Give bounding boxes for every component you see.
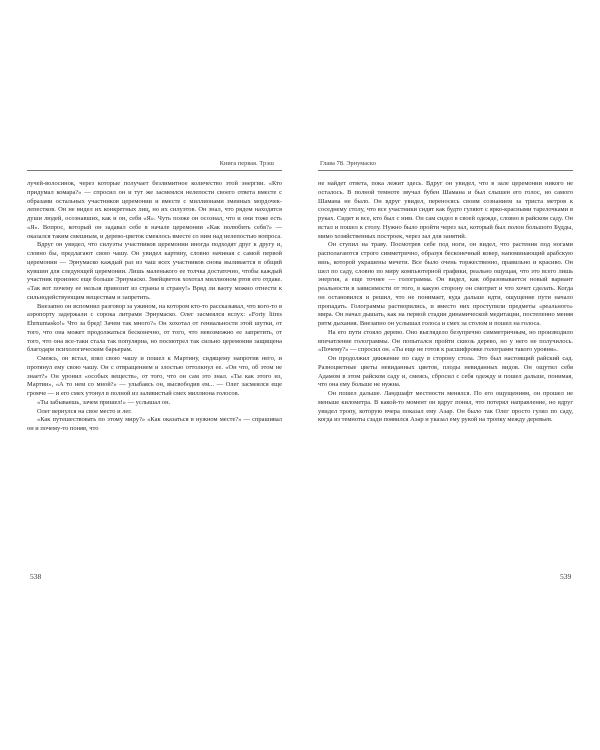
paragraph: Смеясь, он встал, взял свою чашу и пошел к Мартину, сидящему напротив него, и протянул ему свою чашу. Он с отвращением и злостью оттолкнул ее. «Он что, об этом не знает?» Он уронил «особых веществ», от того, что он сам это знал. «Ты как этого из, Мартин», «А то нем со мной?» — улыбаясь он, высвободив ем... — Олег засмеялся еще громче — и его смех утонул в полной из заливистый смех миллиона голосов. (27, 355, 282, 397)
right-header-text: Глава 78. Эрнумаско (320, 160, 376, 167)
left-header-text: Книга первая. Трэш (219, 160, 274, 167)
paragraph: Вдруг он увидел, что силуэты участников церемонии иногда подходят друг к другу и, словно бы, предлагают свою чашу. Он увидел картину, словно начиная с самой первой церемонии — Эрнумаско каждый раз из чаш всех участников снова выливается в общий кувшин для следующей церемонии. Лишь маленького ее толчка достаточно, чтобы каждый участник произнес еще больше Эрнумаско. Змейцветок хохотал миллионом ртов его отдаке. «Так вот почему ее нельзя привозит из страны в страну!» Вряд ли ваоту можно отнести к сильнодействующим веществам и запретить. (27, 241, 282, 301)
right-running-header (318, 160, 573, 172)
right-page-number: 539 (560, 572, 572, 581)
paragraph: Внезапно он вспомнил разговор за ужином, на котором кто-то рассказывал, что кого-то в аэропорту задержали с сорока литрами Эрнумаско. Олег засмеялся вслух: «Forty litres Ehrnumasko!» Что за бред! Зачем так много?» Он хохотал от гениальности этой шутки, от того, что она может продолжаться бесконечно, от того, что невозможно ее запретить, от того, что она все-таки стала так популярна, но посмотрел так сильно церемония защищена благодаря психологическим барьерам. (27, 302, 282, 354)
right-header-rule (318, 170, 573, 171)
paragraph: На его пути стояло дерево. Оно выглядело безупречно симметричным, но производило впечатление голограммы. Он попытался пройти сквозь дерево, но у него не получилось. «Почему?» — спросил он. «Ты еще не готов к расшифровке голограмм такого уровня». (318, 328, 573, 354)
left-body-text (27, 180, 282, 434)
paragraph: Он ступил на траву. Посмотрев себе под ноги, он видел, что растения под ногами располагаются строго симметрично, образуя бесконечный ковер, напоминающий арабскую вязь, которой украшены мечети. Все было очень торжественно, правильно и красиво. Он шел по саду, словно по миру компьютерной графики, реально ощущая, что это всего лишь энергия, а еще точнее — голограмма. Он видел, как образовывается новый вариант реальности в зависимости от того, в какую сторону он смотрит и что хочет сделать. Когда он остановился и решил, что не понимает, куда дальше идти, ощущение пути начало пропадать. Голограммы растворились, и вместо них проступили предметы «реального» мира. Он начал дышать, как на первой стадии динамической медитации, постепенно меняя ритм дыхания. Внезапно он услышал голоса и смех за столом и пошел на голоса. (318, 241, 573, 327)
paragraph: Он пошел дальше. Ландшафт местности менялся. По его ощущениям, он прошел не меньше километра. В какой-то момент он вдруг понял, что потерял направление, но вдруг увидел тропу, которую вчера показал ему Аэар. Он было так Олег просто гулял по саду, когда из темноты сзади появился Аэар и указал ему рукой на тропку между деревьев. (318, 390, 573, 424)
left-header-rule (27, 170, 282, 171)
left-running-header (27, 160, 282, 172)
left-page-number: 538 (30, 572, 42, 581)
paragraph: лучей-волосинок, через которые получает безлимитное количество этой энергии. «Кто придумал комара?» — спросил он и тут же засмеялся нелепости своего ответа вместе с образами остальных участников церемонии и вместе с миллионами змеиных мордочек-лепестков. Он не видел их конкретных лиц, но их силуэтов. Он знал, что рядом находятся души людей, осознавших, как и он, себя «Я». Чуть позже он осознал, что и они тоже есть «Я». Вопрос, который он задавал себе в начале церемонии «Как полюбить себя?» —оказался таким смешным, и дерево-цветок смеялось вместе со ним над нелепостью вопроса. (27, 180, 282, 240)
right-body-text (318, 180, 573, 425)
paragraph: «Ты забываешь, зачем пришел!» — услышал он. (37, 398, 171, 406)
paragraph: «Как путешествовать по этому миру?» «Как оказаться в нужном месте?» — спрашивал он и почему-то поняв, что (27, 416, 282, 432)
right-page (318, 160, 573, 425)
left-page (27, 160, 282, 434)
paragraph: Он продолжил движение по саду в сторону стола. Это был настоящий райский сад. Разноцветные цветы невиданных цветов, плоды невиданных видов. Он ощутил себя Адамом в этом райском саду и, смеясь, сбросил с себя одежду и пошел дальше, понимая, что она ему больше не нужна. (318, 355, 573, 389)
paragraph: не найдет ответа, пока лежит здесь. Вдруг он увидел, что в зале церемонии никого не осталось. В полной темноте звучал бубен Шамана и был слышен его голос, но самого Шамана не было. Он вдруг увидел, переносясь своим сознанием за триста метров к соседнему столу, что все участники сидят как будто гуляют с ярко-красными тарелочками в руках. Сидят и все, кто был с ним. Он сам сидел в своей одежде, словно в райском саду. Он встал и пошел к столу. Нужно было пройти через зал, который был полон большого Будды, мимо хозяйственных построек, через зал для занятий. (318, 180, 573, 240)
paragraph: Олег вернулся на свое место и лег. (37, 407, 132, 415)
